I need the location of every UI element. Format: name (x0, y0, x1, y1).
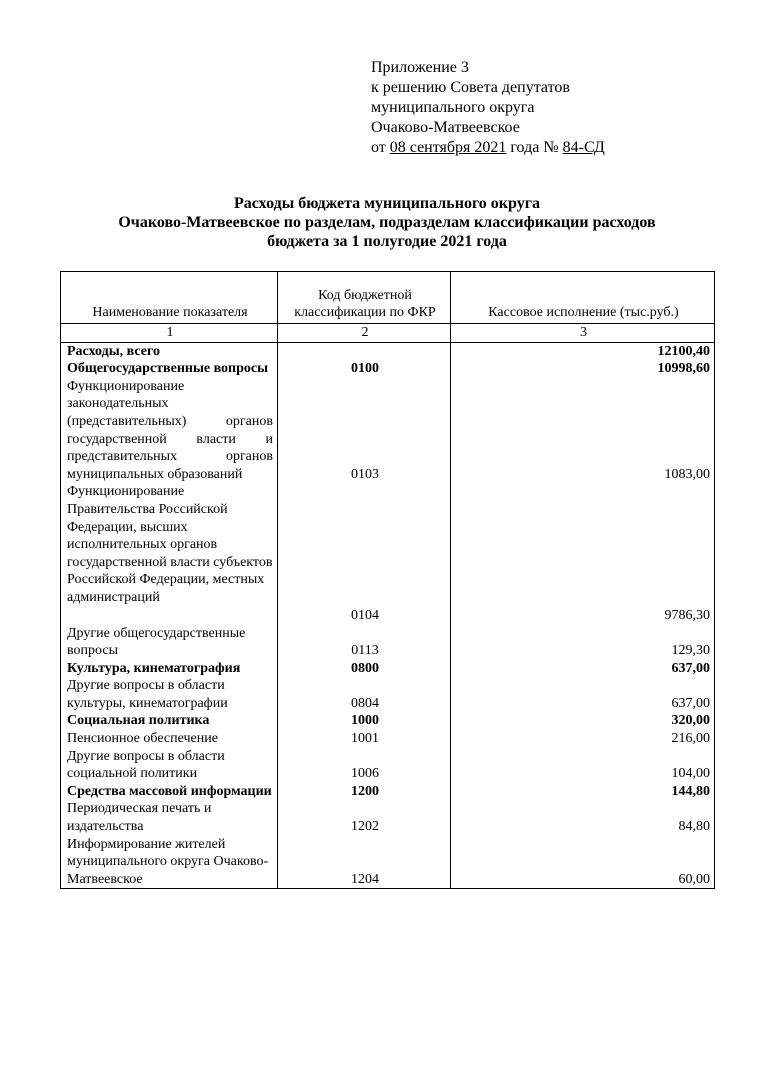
appendix-line-2: к решению Совета депутатов (371, 79, 570, 96)
row-value: 216,00 (451, 730, 715, 748)
row-code: 1202 (278, 800, 451, 835)
row-name: Средства массовой информации (61, 783, 278, 801)
table-row (61, 483, 715, 624)
title-line-1: Расходы бюджета муниципального округа (234, 195, 540, 212)
table-row (61, 625, 715, 660)
table-row (61, 800, 715, 835)
decision-number: 84-СД (562, 139, 605, 156)
table-row (61, 342, 715, 360)
row-name: Социальная политика (61, 712, 278, 730)
table-row (61, 836, 715, 889)
row-code: 0100 (278, 360, 451, 378)
row-name: Пенсионное обеспечение (61, 730, 278, 748)
row-value: 60,00 (451, 836, 715, 889)
row-code: 1204 (278, 836, 451, 889)
appendix-number: Приложение 3 (371, 59, 469, 76)
document-title (60, 194, 714, 251)
row-value: 1083,00 (451, 378, 715, 484)
row-value: 12100,40 (451, 342, 715, 360)
title-line-3: бюджета за 1 полугодие 2021 года (267, 233, 507, 250)
row-value: 637,00 (451, 677, 715, 712)
row-code: 1200 (278, 783, 451, 801)
budget-table (60, 271, 715, 889)
table-row (61, 783, 715, 801)
row-value: 10998,60 (451, 360, 715, 378)
row-value: 9786,30 (451, 483, 715, 624)
row-name: Культура, кинематография (61, 660, 278, 678)
table-row (61, 730, 715, 748)
row-name: Другие вопросы в области социальной политики (61, 748, 278, 783)
column-number: 2 (278, 324, 451, 343)
row-name: Функционирование Правительства Российской Федерации, высших исполнительных органов государственной власти субъектов Российской Федерации, местных администраций (61, 483, 278, 624)
row-code: 0104 (278, 483, 451, 624)
row-code: 0800 (278, 660, 451, 678)
column-header-execution: Кассовое исполнение (тыс.руб.) (451, 272, 715, 324)
table-row (61, 360, 715, 378)
table-header-row (61, 272, 715, 324)
row-name: Функционирование законодательных (представительных) органов государственной власти и представительных органов муниципальных образований (61, 378, 278, 484)
column-number-row (61, 324, 715, 343)
row-value: 104,00 (451, 748, 715, 783)
table-row (61, 712, 715, 730)
row-value: 84,80 (451, 800, 715, 835)
row-value: 129,30 (451, 625, 715, 660)
column-number: 3 (451, 324, 715, 343)
decision-number-prefix: года № (506, 139, 563, 156)
row-value: 320,00 (451, 712, 715, 730)
column-header-code: Код бюджетной классификации по ФКР (278, 272, 451, 324)
decision-date: 08 сентября 2021 (389, 139, 507, 156)
row-name: Расходы, всего (61, 342, 278, 360)
appendix-line-3: муниципального округа (371, 99, 535, 116)
appendix-header (371, 58, 605, 158)
row-code: 1000 (278, 712, 451, 730)
row-value: 144,80 (451, 783, 715, 801)
row-name: Общегосударственные вопросы (61, 360, 278, 378)
decision-date-prefix: от (371, 139, 390, 156)
table-row (61, 378, 715, 484)
table-row (61, 660, 715, 678)
row-name: Другие общегосударственные вопросы (61, 625, 278, 660)
row-code: 0113 (278, 625, 451, 660)
row-code: 0804 (278, 677, 451, 712)
decision-date-line (371, 138, 605, 158)
row-code: 0103 (278, 378, 451, 484)
table-row (61, 677, 715, 712)
row-name: Периодическая печать и издательства (61, 800, 278, 835)
row-name: Другие вопросы в области культуры, кинематографии (61, 677, 278, 712)
row-value: 637,00 (451, 660, 715, 678)
column-number: 1 (61, 324, 278, 343)
title-line-2: Очаково-Матвеевское по разделам, подразделам классификации расходов (118, 214, 656, 231)
row-code (278, 342, 451, 360)
table-row (61, 748, 715, 783)
row-name: Информирование жителей муниципального округа Очаково-Матвеевское (61, 836, 278, 889)
row-code: 1006 (278, 748, 451, 783)
row-code: 1001 (278, 730, 451, 748)
column-header-name: Наименование показателя (61, 272, 278, 324)
appendix-line-4: Очаково-Матвеевское (371, 119, 520, 136)
